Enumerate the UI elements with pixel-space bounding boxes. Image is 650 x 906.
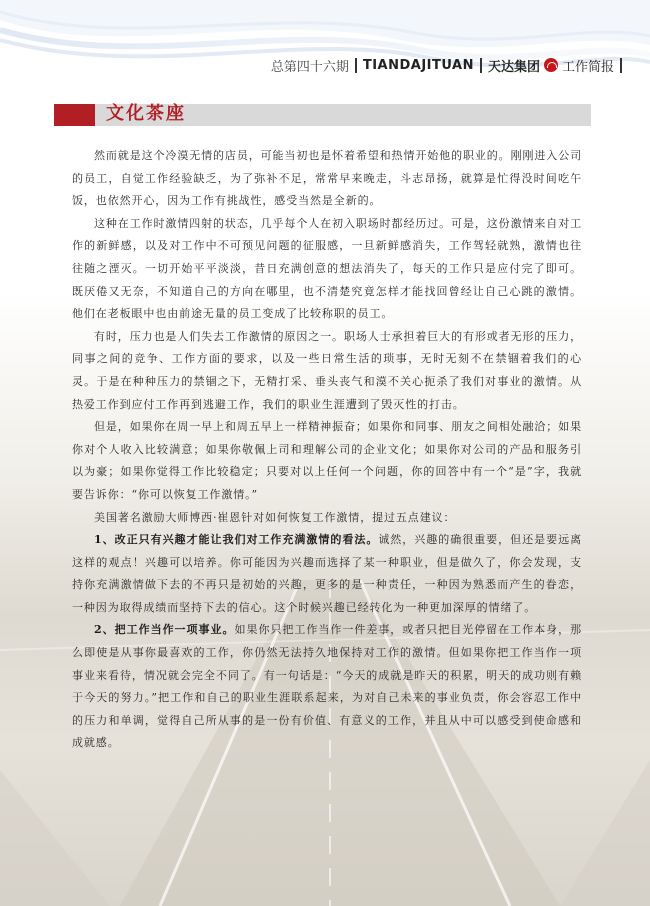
suggestion-text: 如果你只把工作当作一件差事，或者只把目光停留在工作本身，那么即使是从事你最喜欢的工作，你仍然无法持久地保持对工作的激情。但如果你把工作当作一项事业来看待，情况就会完全不同了。有一句话是：“今天的成就是昨天的积累，明天的成功则有赖于今天的努力。”把工作和自己的职业生涯联系起来，为对自己未来的事业负责，你会容忍工作中的压力和单调，觉得自己所从事的是一份有价值、有意义的工作，并且从中可以感受到使命感和成就感。 [72, 623, 582, 750]
header-wave-decoration [0, 0, 650, 90]
suggestion-2 [72, 619, 582, 755]
brand-chinese: 天达集团 [487, 59, 540, 75]
suggestion-heading: 1、改正只有兴趣才能让我们对工作充满激情的看法。 [94, 533, 379, 547]
paragraph: 有时，压力也是人们失去工作激情的原因之一。职场人士承担着巨大的有形或者无形的压力，同事之间的竞争、工作方面的要求，以及一些日常生活的琐事，无时无刻不在禁锢着我们的心灵。于是在种种压力的禁锢之下，无精打采、垂头丧气和漠不关心扼杀了我们对事业的激情。从热爱工作到应付工作再到逃避工作，我们的职业生涯遭到了毁灭性的打击。 [72, 329, 582, 411]
suggestion-1 [72, 529, 582, 619]
issue-number: 总第四十六期 [270, 59, 349, 75]
header-divider [480, 58, 482, 73]
suggestion-text: 诚然，兴趣的确很重要，但还是要远离这样的观点！兴趣可以培养。你可能因为兴趣而选择了某一种职业，但是做久了，你会发现，支持你充满激情做下去的不再只是初始的兴趣，更多的是一种责任，一种因为熟悉而产生的眷恋，一种因为取得成绩而坚持下去的信心。这个时候兴趣已经转化为一种更加深厚的情绪了。 [72, 533, 582, 614]
company-logo-icon [544, 58, 558, 72]
paragraph: 美国著名激励大师博西·崔恩针对如何恢复工作激情，提过五点建议： [94, 510, 456, 524]
report-name: 工作简报 [561, 59, 614, 75]
brand-english: TIANDAJITUAN [362, 57, 474, 73]
paragraph: 但是，如果你在周一早上和周五早上一样精神振奋；如果你和同事、朋友之间相处融洽；如果你对个人收入比较满意；如果你敬佩上司和理解公司的企业文化；如果你对公司的产品和服务引以为豪；如果你觉得工作比较稳定；只要对以上任何一个问题，你的回答中有一个“是”字，我就要告诉你：“你可以恢复工作激情。” [72, 420, 582, 501]
header [271, 54, 628, 76]
paragraph: 这种在工作时激情四射的状态，几乎每个人在初入职场时都经历过。可是，这份激情来自对工作的新鲜感，以及对工作中不可预见问题的征服感，一旦新鲜感消失，工作驾轻就熟，激情也往往随之湮灭。一切开始平平淡淡，昔日充满创意的想法消失了，每天的工作只是应付完了即可。既厌倦又无奈，不知道自己的方向在哪里，也不清楚究竟怎样才能找回曾经让自己心跳的激情。他们在老板眼中也由前途无量的员工变成了比较称职的员工。 [72, 216, 582, 321]
section-title-accent [54, 104, 95, 126]
article-body [72, 145, 582, 755]
header-divider [620, 58, 622, 73]
paragraph: 然而就是这个冷漠无情的店员，可能当初也是怀着希望和热情开始他的职业的。刚刚进入公司的员工，自觉工作经验缺乏，为了弥补不足，常常早来晚走，斗志昂扬，就算是忙得没时间吃午饭，也依然开心，因为工作有挑战性，感受当然是全新的。 [72, 149, 582, 208]
suggestion-heading: 2、把工作当作一项事业。 [94, 623, 235, 637]
header-divider [355, 58, 357, 73]
section-title: 文化茶座 [106, 103, 186, 124]
